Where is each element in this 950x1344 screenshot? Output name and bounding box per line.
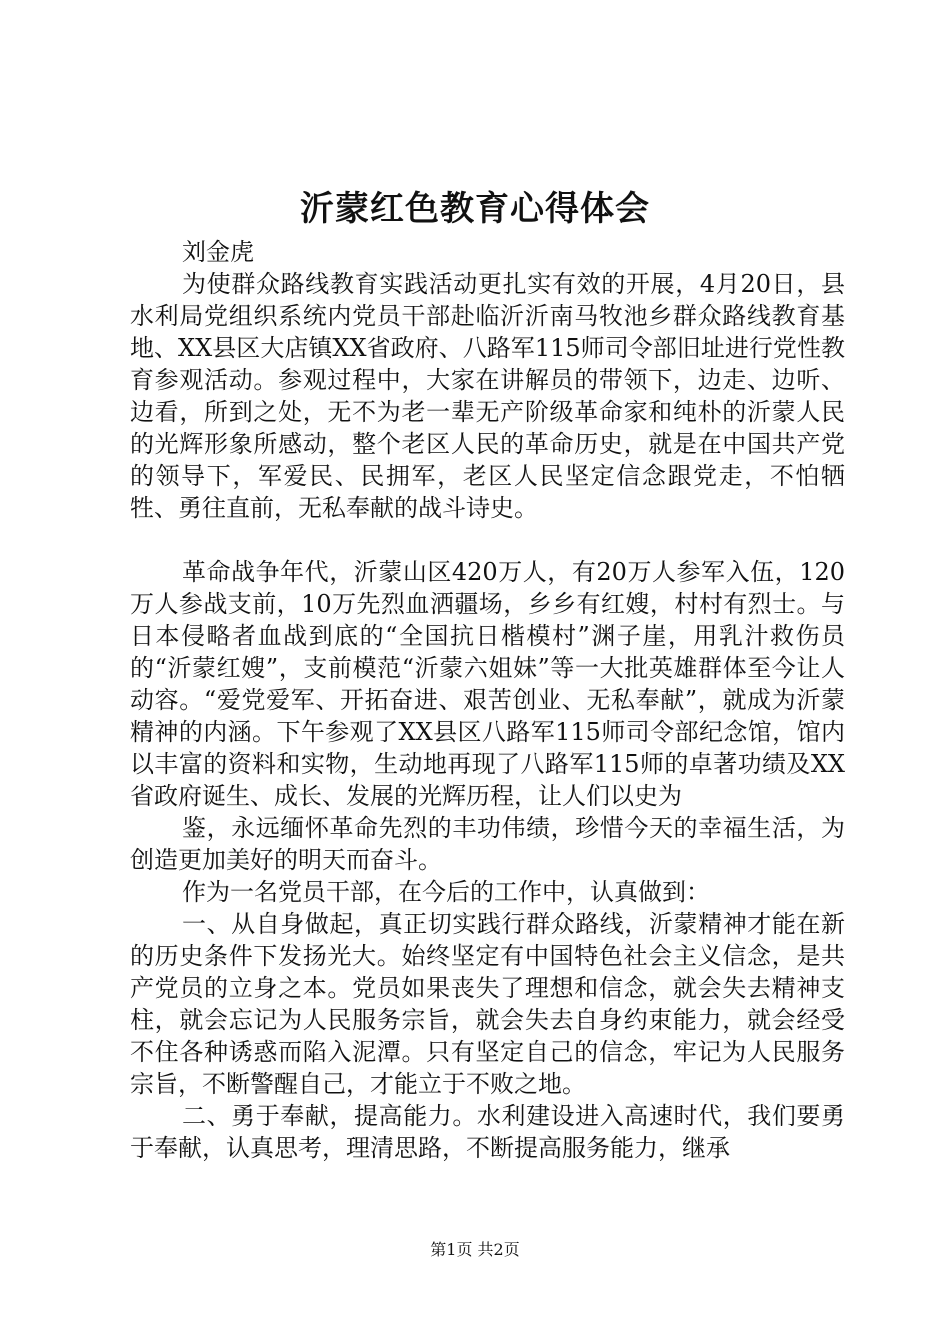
paragraph-spacer: [130, 524, 845, 556]
document-title: 沂蒙红色教育心得体会: [300, 189, 650, 229]
paragraph-1: 为使群众路线教育实践活动更扎实有效的开展，4月20日，县水利局党组织系统内党员干部赴临沂沂南马牧池乡群众路线教育基地、XX县区大店镇XX省政府、八路军115师司令部旧址进行党性教育参观活动。参观过程中，大家在讲解员的带领下，边走、边听、边看，所到之处，无不为老一辈无产阶级革命家和纯朴的沂蒙人民的光辉形象所感动，整个老区人民的革命历史，就是在中国共产党的领导下，军爱民、民拥军，老区人民坚定信念跟党走，不怕牺牲、勇往直前，无私奉献的战斗诗史。: [130, 270, 845, 522]
author-line: 刘金虎: [182, 238, 254, 266]
paragraph-2: 革命战争年代，沂蒙山区420万人，有20万人参军入伍，120万人参战支前，10万先烈血洒疆场，乡乡有红嫂，村村有烈士。与日本侵略者血战到底的“全国抗日楷模村”渊子崖，用乳汁救伤员的“沂蒙红嫂”，支前模范“沂蒙六姐妹”等一大批英雄群体至今让人动容。“爱党爱军、开拓奋进、艰苦创业、无私奉献”，就成为沂蒙精神的内涵。下午参观了XX县区八路军115师司令部纪念馆，馆内以丰富的资料和实物，生动地再现了八路军115师的卓著功绩及XX省政府诞生、成长、发展的光辉历程，让人们以史为: [130, 558, 845, 810]
paragraph-3: 鉴，永远缅怀革命先烈的丰功伟绩，珍惜今天的幸福生活，为创造更加美好的明天而奋斗。: [130, 814, 845, 874]
page-number-footer: 第1页 共2页: [430, 1240, 520, 1259]
document-body: [130, 236, 845, 1164]
paragraph-5: 一、从自身做起，真正切实践行群众路线，沂蒙精神才能在新的历史条件下发扬光大。始终坚定有中国特色社会主义信念，是共产党员的立身之本。党员如果丧失了理想和信念，就会失去精神支柱，就会忘记为人民服务宗旨，就会失去自身约束能力，就会经受不住各种诱惑而陷入泥潭。只有坚定自己的信念，牢记为人民服务宗旨，不断警醒自己，才能立于不败之地。: [130, 910, 845, 1098]
paragraph-6: 二、勇于奉献，提高能力。水利建设进入高速时代，我们要勇于奉献，认真思考，理清思路，不断提高服务能力，继承: [130, 1102, 845, 1162]
paragraph-4: 作为一名党员干部，在今后的工作中，认真做到：: [182, 878, 710, 906]
